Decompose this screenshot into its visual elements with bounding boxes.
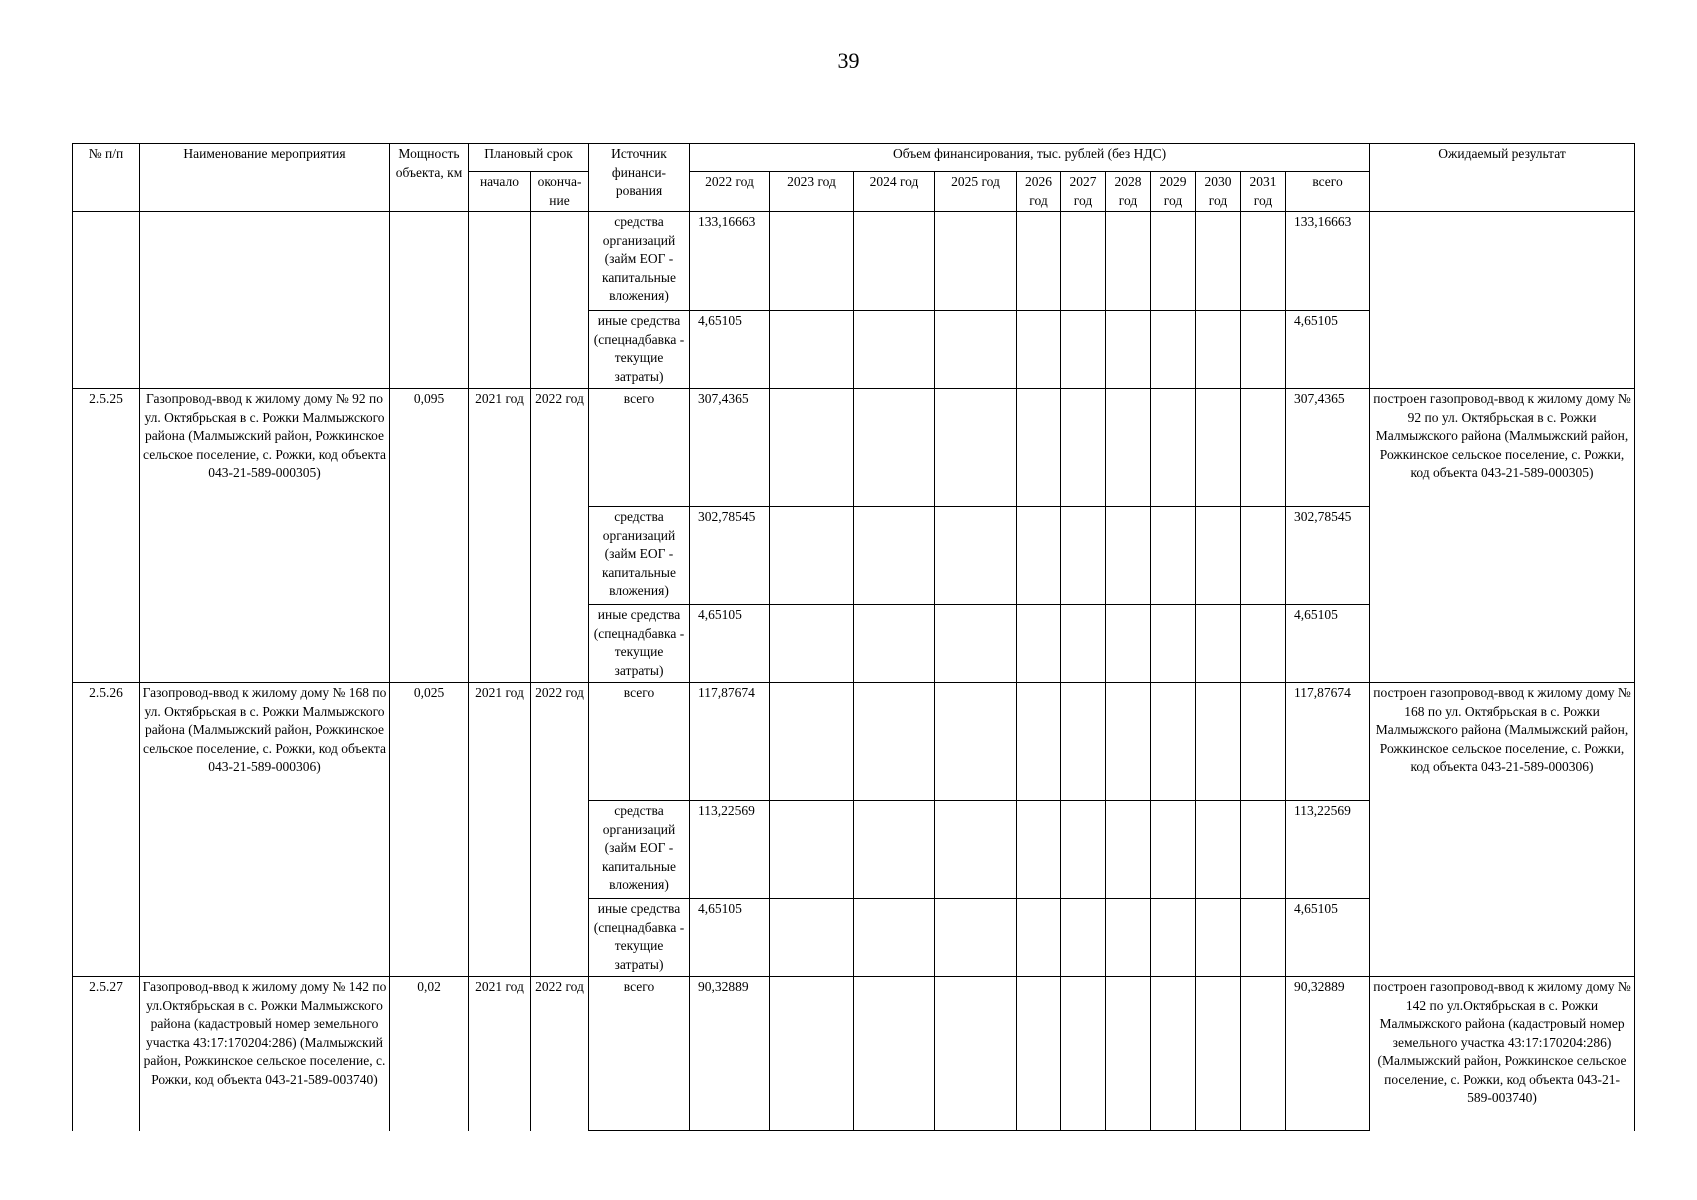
cell-source: иные средства (спецнадбавка - текущие затраты) bbox=[589, 899, 690, 977]
cell-start bbox=[469, 212, 531, 389]
cell-total: 302,78545 bbox=[1286, 507, 1370, 605]
header-term-end: оконча-ние bbox=[531, 172, 589, 212]
cell-2022: 307,4365 bbox=[690, 389, 770, 507]
cell-result: построен газопровод-ввод к жилому дому № 92 по ул. Октябрьская в с. Рожки Малмыжского района (Малмыжский район, Рожкинское сельское поселение, с. Рожки, код объекта 043-21-589-000305) bbox=[1370, 389, 1635, 683]
cell-result: построен газопровод-ввод к жилому дому № 142 по ул.Октябрьская в с. Рожки Малмыжского района (кадастровый номер земельного участка 43:17:170204:286) (Малмыжский район, Рожкинское сельское поселение, с. Рожки, код объекта 043-21-589-003740) bbox=[1370, 977, 1635, 1131]
header-no: № п/п bbox=[73, 144, 140, 212]
header-year: 2029 год bbox=[1151, 172, 1196, 212]
cell-no: 2.5.27 bbox=[73, 977, 140, 1131]
cell-2022: 117,87674 bbox=[690, 683, 770, 801]
table-row bbox=[73, 212, 1635, 311]
cell-no bbox=[73, 212, 140, 389]
header-result: Ожидаемый результат bbox=[1370, 144, 1635, 212]
header-year: 2025 год bbox=[935, 172, 1017, 212]
cell-source: всего bbox=[589, 977, 690, 1131]
header-source: Источник финанси-рования bbox=[589, 144, 690, 212]
cell-end: 2022 год bbox=[531, 977, 589, 1131]
cell-2022: 133,16663 bbox=[690, 212, 770, 311]
cell-power: 0,02 bbox=[390, 977, 469, 1131]
cell-2022: 4,65105 bbox=[690, 605, 770, 683]
header-year: 2023 год bbox=[770, 172, 854, 212]
cell-result bbox=[1370, 212, 1635, 389]
header-power: Мощность объекта, км bbox=[390, 144, 469, 212]
header-funding: Объем финансирования, тыс. рублей (без НДС) bbox=[690, 144, 1370, 172]
table-row bbox=[73, 683, 1635, 801]
table-row bbox=[73, 977, 1635, 1131]
cell-power bbox=[390, 212, 469, 389]
cell-source: всего bbox=[589, 683, 690, 801]
cell-end: 2022 год bbox=[531, 683, 589, 977]
table-row bbox=[73, 389, 1635, 507]
cell-name: Газопровод-ввод к жилому дому № 168 по ул. Октябрьская в с. Рожки Малмыжского района (Малмыжский район, Рожкинское сельское поселение, с. Рожки, код объекта 043-21-589-000306) bbox=[140, 683, 390, 977]
cell-start: 2021 год bbox=[469, 389, 531, 683]
cell-total: 4,65105 bbox=[1286, 899, 1370, 977]
cell-2022: 113,22569 bbox=[690, 801, 770, 899]
cell-no: 2.5.25 bbox=[73, 389, 140, 683]
cell-end bbox=[531, 212, 589, 389]
header-year: 2026 год bbox=[1017, 172, 1061, 212]
cell-2022: 4,65105 bbox=[690, 899, 770, 977]
cell-result: построен газопровод-ввод к жилому дому № 168 по ул. Октябрьская в с. Рожки Малмыжского района (Малмыжский район, Рожкинское сельское поселение, с. Рожки, код объекта 043-21-589-000306) bbox=[1370, 683, 1635, 977]
cell-name: Газопровод-ввод к жилому дому № 142 по ул.Октябрьская в с. Рожки Малмыжского района (кадастровый номер земельного участка 43:17:170204:286) (Малмыжский район, Рожкинское сельское поселение, с. Рожки, код объекта 043-21-589-003740) bbox=[140, 977, 390, 1131]
cell-2022: 90,32889 bbox=[690, 977, 770, 1131]
cell-total: 133,16663 bbox=[1286, 212, 1370, 311]
header-year: 2024 год bbox=[854, 172, 935, 212]
cell-no: 2.5.26 bbox=[73, 683, 140, 977]
cell-total: 113,22569 bbox=[1286, 801, 1370, 899]
cell-end: 2022 год bbox=[531, 389, 589, 683]
cell-source: средства организаций (займ ЕОГ - капитальные вложения) bbox=[589, 801, 690, 899]
cell-name bbox=[140, 212, 390, 389]
header-term: Плановый срок bbox=[469, 144, 589, 172]
header-year: 2028 год bbox=[1106, 172, 1151, 212]
cell-name: Газопровод-ввод к жилому дому № 92 по ул. Октябрьская в с. Рожки Малмыжского района (Малмыжский район, Рожкинское сельское поселение, с. Рожки, код объекта 043-21-589-000305) bbox=[140, 389, 390, 683]
cell-total: 90,32889 bbox=[1286, 977, 1370, 1131]
cell-source: иные средства (спецнадбавка - текущие затраты) bbox=[589, 311, 690, 389]
cell-source: средства организаций (займ ЕОГ - капитальные вложения) bbox=[589, 507, 690, 605]
cell-total: 307,4365 bbox=[1286, 389, 1370, 507]
funding-table bbox=[72, 143, 1635, 1131]
header-year: 2022 год bbox=[690, 172, 770, 212]
cell-2022: 302,78545 bbox=[690, 507, 770, 605]
cell-source: средства организаций (займ ЕОГ - капитальные вложения) bbox=[589, 212, 690, 311]
page-number: 39 bbox=[837, 48, 860, 73]
cell-2022: 4,65105 bbox=[690, 311, 770, 389]
cell-source: иные средства (спецнадбавка - текущие затраты) bbox=[589, 605, 690, 683]
cell-total: 4,65105 bbox=[1286, 311, 1370, 389]
cell-power: 0,095 bbox=[390, 389, 469, 683]
header-term-start: начало bbox=[469, 172, 531, 212]
cell-total: 4,65105 bbox=[1286, 605, 1370, 683]
header-total: всего bbox=[1286, 172, 1370, 212]
cell-start: 2021 год bbox=[469, 683, 531, 977]
cell-source: всего bbox=[589, 389, 690, 507]
cell-power: 0,025 bbox=[390, 683, 469, 977]
header-year: 2027 год bbox=[1061, 172, 1106, 212]
header-name: Наименование мероприятия bbox=[140, 144, 390, 212]
header-year: 2031 год bbox=[1241, 172, 1286, 212]
cell-total: 117,87674 bbox=[1286, 683, 1370, 801]
header-year: 2030 год bbox=[1196, 172, 1241, 212]
cell-start: 2021 год bbox=[469, 977, 531, 1131]
